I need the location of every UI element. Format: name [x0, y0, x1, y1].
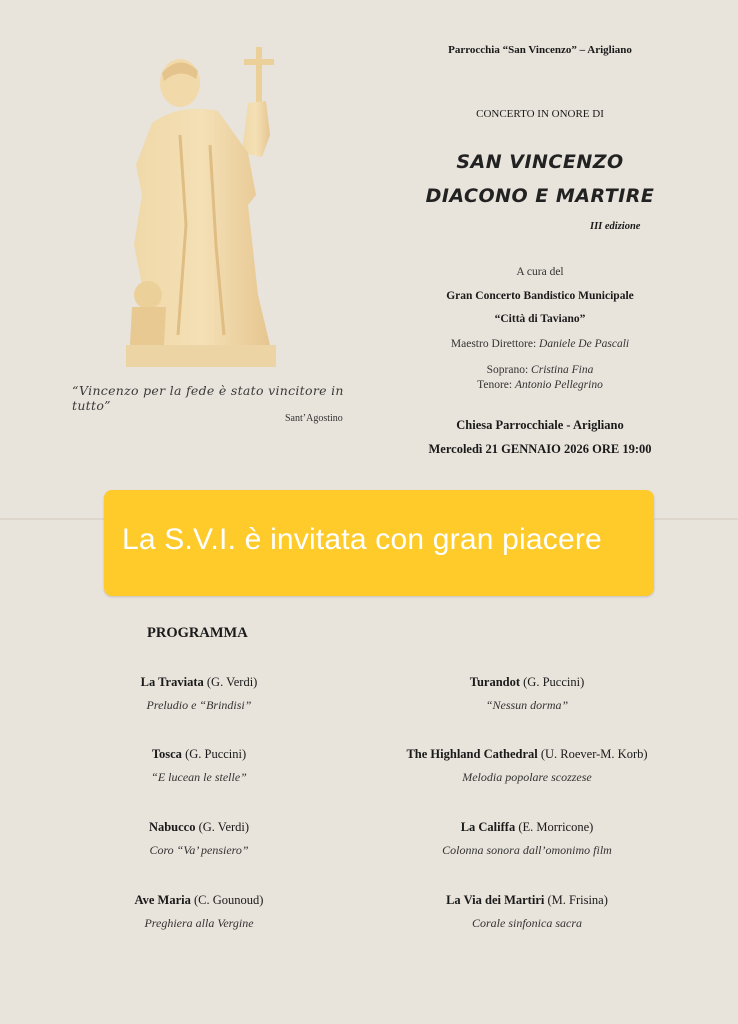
piece-composer: (C. Gounoud) — [194, 893, 264, 907]
concert-intro: CONCERTO IN ONORE DI — [476, 108, 604, 120]
piece-title: Ave Maria — [134, 893, 191, 907]
piece-subtitle: Preghiera alla Vergine — [144, 916, 254, 930]
program-item — [69, 820, 329, 858]
program-item — [382, 820, 672, 858]
saint-title — [380, 145, 700, 213]
saint-title-line2: DIACONO E MARTIRE — [425, 185, 655, 207]
soprano-name: Cristina Fina — [531, 364, 594, 376]
piece-title: La Califfa — [460, 820, 516, 834]
soprano-label: Soprano: — [486, 364, 529, 376]
conductor-name: Daniele De Pascali — [539, 338, 630, 350]
piece-subtitle: Corale sinfonica sacra — [472, 916, 582, 930]
conductor-line — [380, 338, 700, 350]
piece-composer: (G. Puccini) — [523, 675, 585, 689]
piece-title: Turandot — [469, 675, 521, 689]
tenor-label: Tenore: — [477, 379, 513, 391]
soprano-line — [380, 363, 700, 378]
piece-composer: (M. Frisina) — [547, 893, 608, 907]
venue: Chiesa Parrocchiale - Arigliano — [456, 418, 624, 432]
piece-subtitle: Preludio e “Brindisi” — [146, 698, 252, 712]
program-item — [382, 747, 672, 785]
band-city: “Città di Taviano” — [494, 313, 586, 325]
tenor-name: Antonio Pellegrino — [515, 379, 603, 391]
piece-subtitle: “Nessun dorma” — [485, 698, 569, 712]
piece-composer: (E. Morricone) — [518, 820, 594, 834]
piece-subtitle: Melodia popolare scozzese — [462, 770, 592, 784]
saint-title-line1: SAN VINCENZO — [456, 151, 624, 173]
parish-name: Parrocchia “San Vincenzo” – Arigliano — [448, 44, 632, 56]
piece-subtitle: “E lucean le stelle” — [151, 770, 247, 784]
program-item — [69, 747, 329, 785]
program-item — [382, 675, 672, 713]
program-item — [382, 893, 672, 931]
saint-statue-image — [120, 45, 285, 370]
piece-title: Tosca — [151, 747, 182, 761]
piece-title: Nabucco — [148, 820, 196, 834]
piece-subtitle: Colonna sonora dall’omonimo film — [442, 843, 612, 857]
quote-author: Sant’Agostino — [285, 413, 343, 424]
piece-title: La Via dei Martiri — [446, 893, 545, 907]
band-name: Gran Concerto Bandistico Municipale — [446, 290, 634, 302]
conductor-label: Maestro Direttore: — [450, 338, 537, 350]
piece-composer: (G. Verdi) — [198, 820, 250, 834]
singers — [380, 363, 700, 393]
program-title: PROGRAMMA — [147, 625, 248, 641]
piece-subtitle: Coro “Va’ pensiero” — [149, 843, 249, 857]
piece-title: The Highland Cathedral — [406, 747, 538, 761]
program-item — [69, 893, 329, 931]
piece-composer: (G. Verdi) — [206, 675, 258, 689]
saint-quote: “Vincenzo per la fede è stato vincitore in tutto” — [72, 383, 344, 413]
event-date: Mercoledì 21 GENNAIO 2026 ORE 19:00 — [428, 442, 652, 456]
edition-label: III edizione — [590, 221, 641, 232]
piece-composer: (U. Roever-M. Korb) — [540, 747, 648, 761]
invitation-text: La S.V.I. è invitata con gran piacere — [122, 523, 602, 556]
invitation-banner — [104, 490, 654, 596]
piece-title: La Traviata — [140, 675, 204, 689]
tenor-line — [380, 378, 700, 393]
piece-composer: (G. Puccini) — [185, 747, 247, 761]
program-item — [69, 675, 329, 713]
organizer-intro: A cura del — [516, 266, 564, 278]
